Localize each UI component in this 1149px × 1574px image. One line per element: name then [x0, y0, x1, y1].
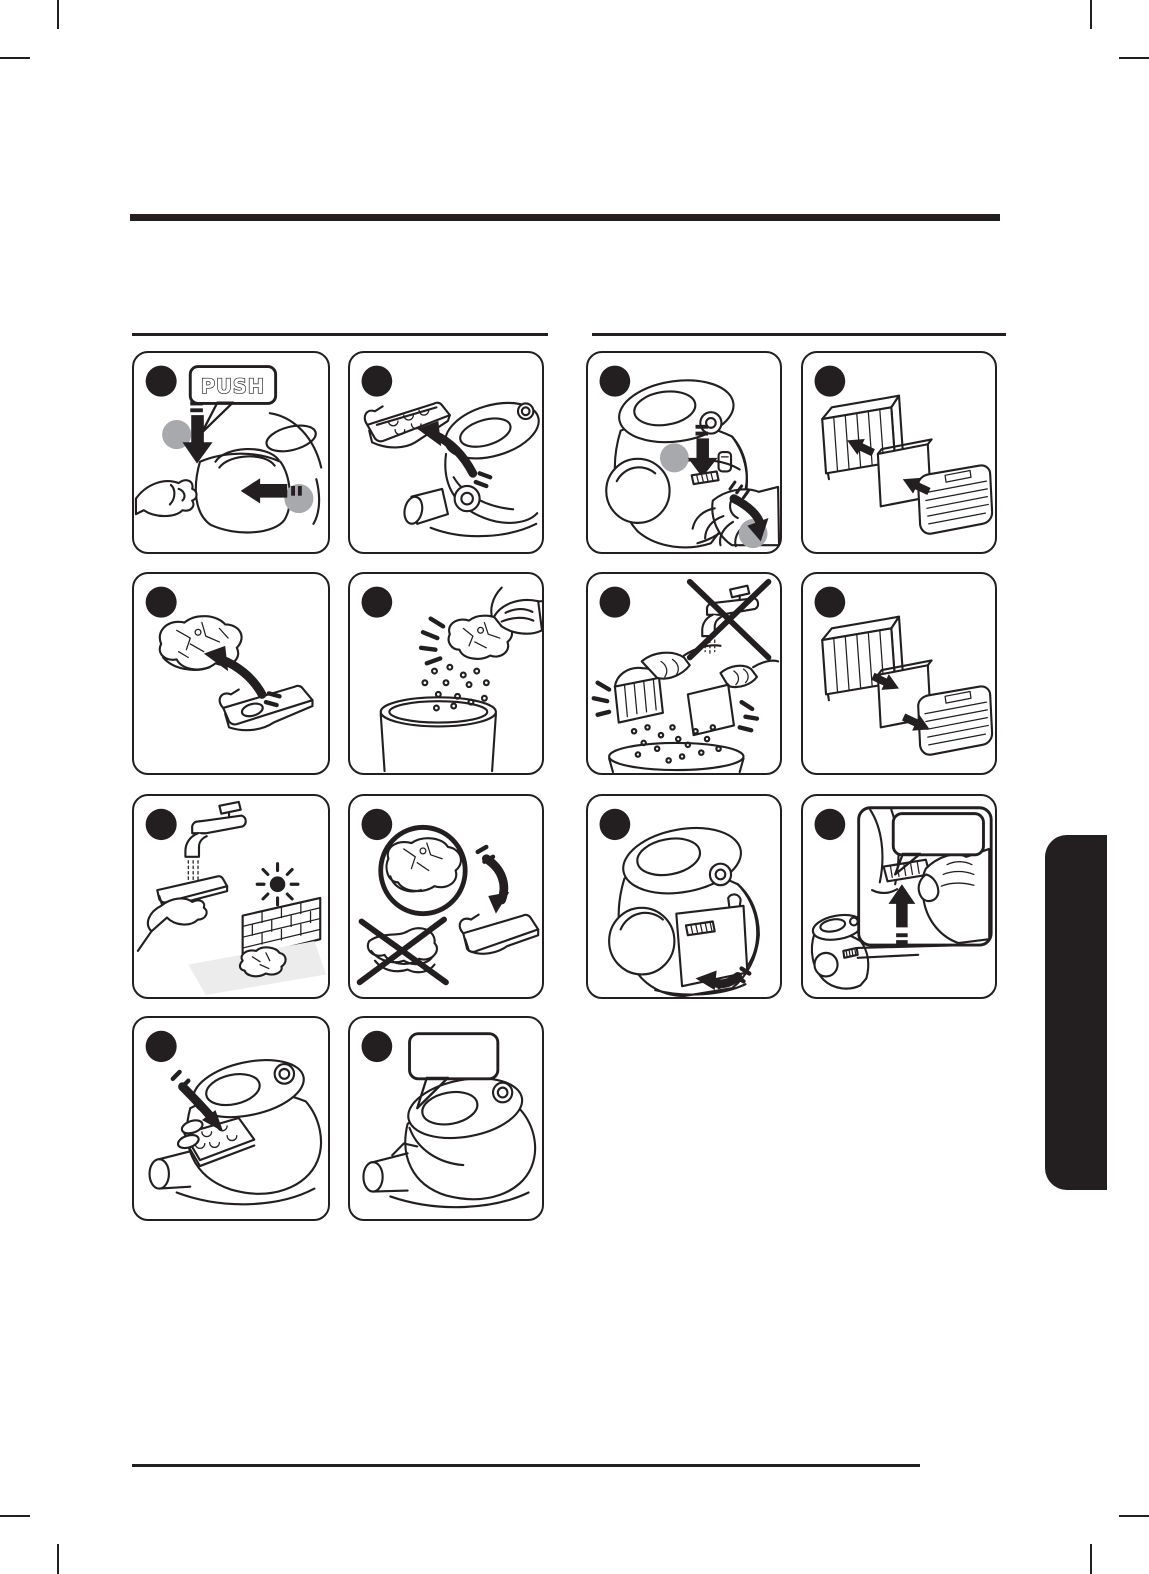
instruction-panel-L7 [132, 1016, 330, 1221]
instruction-panel-R3 [586, 572, 782, 775]
illustration-rinse-and-dry-sponge [134, 796, 328, 997]
step-number-marker [815, 809, 846, 840]
header-rule [130, 214, 1000, 221]
illustration-separate-sponge-from-tray [134, 574, 328, 773]
illustration-shake-filters-do-not-wash [588, 574, 780, 773]
instruction-panel-L4 [348, 572, 544, 775]
crop-mark-bottom-left-horizontal [0, 1515, 30, 1517]
step-number-marker [362, 1031, 393, 1062]
instruction-panel-L3 [132, 572, 330, 775]
step-number-marker [815, 366, 846, 397]
step-number-marker [362, 587, 393, 618]
crop-mark-bottom-left-vertical [57, 1544, 59, 1574]
step-number-marker [146, 809, 177, 840]
crop-mark-top-left-horizontal [0, 57, 30, 59]
illustration-push-release-button-and-pull-dustbin [134, 353, 328, 552]
instruction-panel-R5 [586, 794, 782, 999]
step-number-marker [600, 809, 631, 840]
step-number-marker [146, 1031, 177, 1062]
crop-mark-bottom-right-horizontal [1119, 1515, 1149, 1517]
illustration-insert-filter-tray [134, 1018, 328, 1219]
instruction-panel-R6 [801, 794, 997, 999]
push-label: PUSH [200, 374, 265, 398]
left-section-rule [132, 333, 548, 336]
illustration-dustbin-attached-click [350, 1018, 542, 1219]
crop-mark-top-left-vertical [57, 0, 59, 29]
illustration-press-and-open-rear-cover [588, 353, 780, 552]
step-number-marker [146, 587, 177, 618]
curved-arrow-icon [488, 892, 509, 914]
illustration-close-rear-cover [588, 796, 780, 997]
instruction-panel-R2 [801, 351, 997, 554]
instruction-panel-L2 [348, 351, 544, 554]
instruction-panel-L5 [132, 794, 330, 999]
instruction-panel-L8 [348, 1016, 544, 1221]
illustration-remove-exhaust-filter-parts [803, 353, 995, 552]
step-number-marker [362, 809, 393, 840]
illustration-lift-filter-tray-out [350, 353, 542, 552]
sun-icon [270, 876, 286, 892]
footer-rule [132, 1464, 920, 1467]
step-number-marker [600, 587, 631, 618]
step-number-marker [815, 587, 846, 618]
step-number-marker [362, 366, 393, 397]
illustration-reassemble-exhaust-filter-parts [803, 574, 995, 773]
instruction-panel-R1 [586, 351, 782, 554]
instruction-panel-L1 [132, 351, 330, 554]
instruction-panel-L6 [348, 794, 544, 999]
illustration-push-grille-until-click-magnified [803, 796, 995, 997]
crop-mark-top-right-vertical [1090, 0, 1092, 29]
crop-mark-top-right-horizontal [1119, 57, 1149, 59]
right-section-rule [592, 333, 1006, 336]
illustration-flat-sponge-ok-deformed-not [350, 796, 542, 997]
crop-mark-bottom-right-vertical [1090, 1544, 1092, 1574]
sub-step-marker [660, 443, 689, 472]
step-number-marker [600, 366, 631, 397]
step-number-marker [146, 366, 177, 397]
chapter-side-tab [1045, 835, 1107, 1190]
illustration-shake-sponge-over-trash-bin [350, 574, 542, 773]
instruction-panel-R4 [801, 572, 997, 775]
